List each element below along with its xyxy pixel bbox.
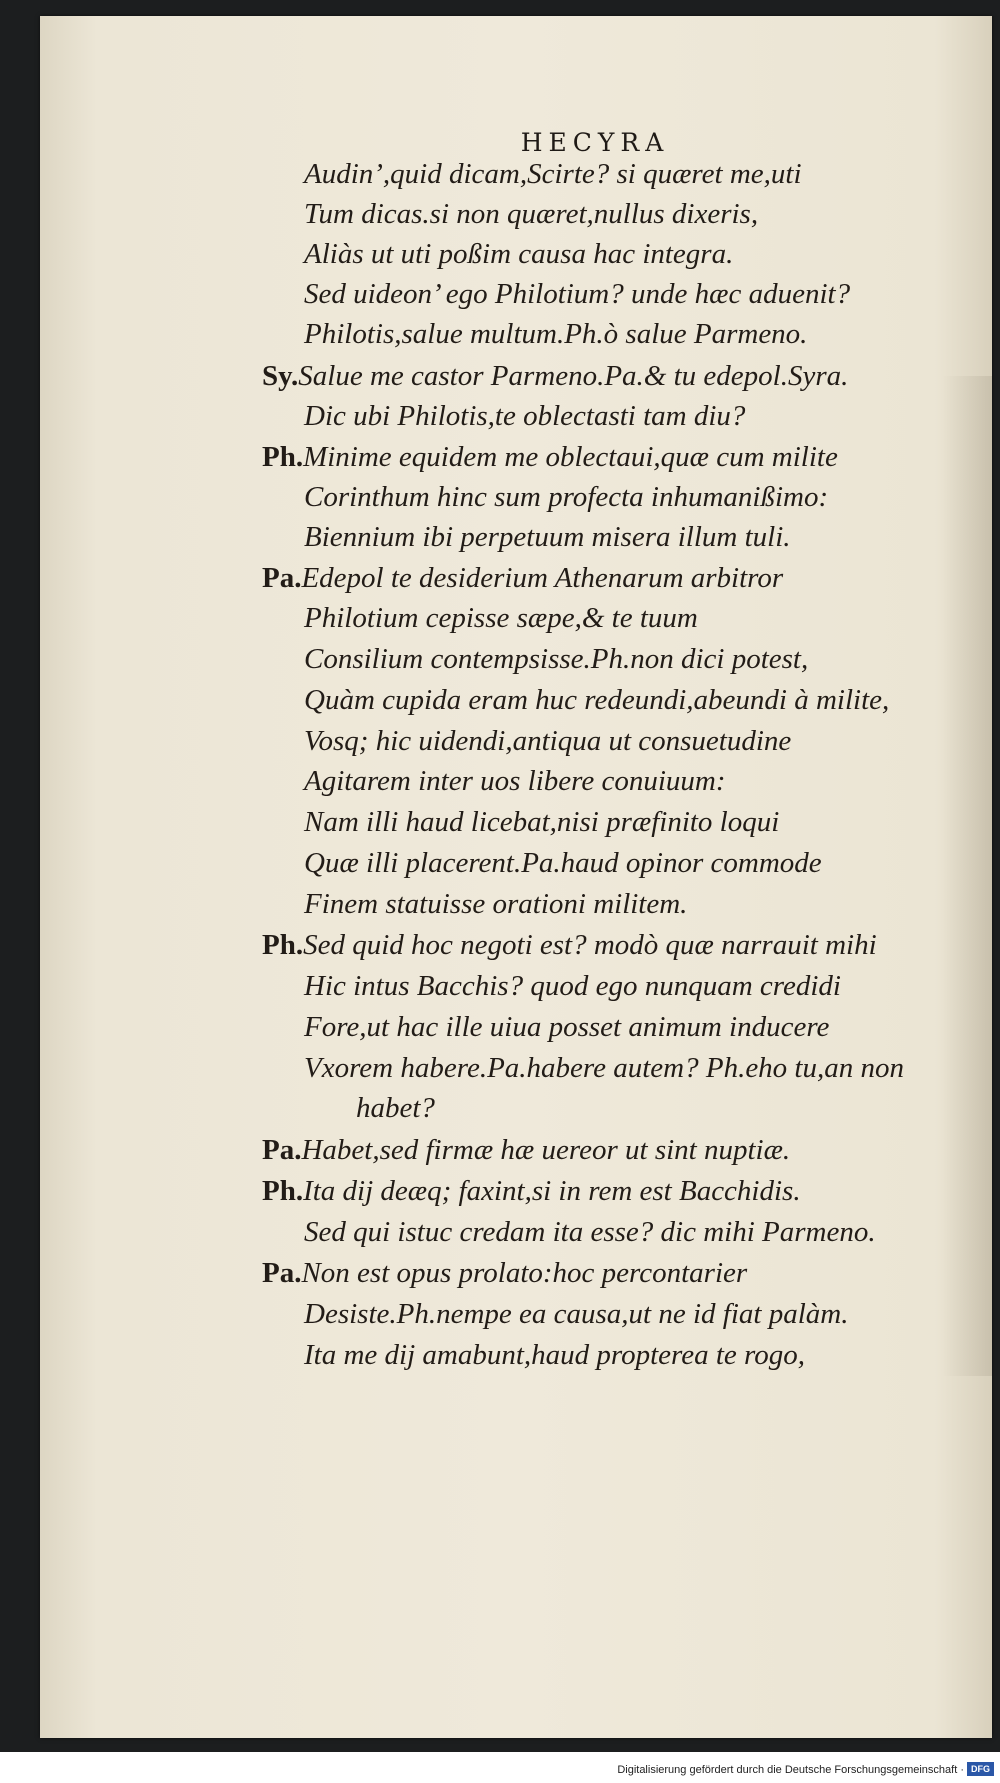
digitization-credit: Digitalisierung gefördert durch die Deutsche Forschungsgemeinschaft ·: [617, 1764, 964, 1776]
verse-line: [304, 1300, 984, 1329]
speaker-label: Sy.: [262, 360, 299, 392]
verse-line: [304, 686, 984, 715]
verse-line: [262, 1177, 942, 1206]
verse-text: Aliàs ut uti poßim causa hac integra.: [304, 238, 734, 270]
verse-line: [304, 727, 984, 756]
verse-text: Dic ubi Philotis,te oblectasti tam diu?: [304, 400, 746, 432]
verse-text: Ita me dij amabunt,haud propterea te rogo,: [304, 1339, 806, 1371]
verse-text: Agitarem inter uos libere conuiuum:: [304, 765, 726, 797]
verse-text: Tum dicas.si non quæret,nullus dixeris,: [304, 198, 759, 230]
verse-line: [304, 645, 984, 674]
verse-line: [304, 160, 984, 189]
verse-line: [304, 890, 984, 919]
verse-text: Sed qui istuc credam ita esse? dic mihi Parmeno.: [304, 1216, 876, 1248]
verse-text: Vosq; hic uidendi,antiqua ut consuetudine: [304, 725, 792, 757]
verse-text: Sed uideon’ ego Philotium? unde hæc aduenit?: [304, 278, 851, 310]
verse-line: [262, 931, 942, 960]
verse-text: Quæ illi placerent.Pa.haud opinor commode: [304, 847, 822, 879]
verse-line: [304, 849, 984, 878]
verse-text: Fore,ut hac ille uiua posset animum inducere: [304, 1011, 830, 1043]
verse-text: Desiste.Ph.nempe ea causa,ut ne id fiat palàm.: [304, 1298, 849, 1330]
verse-line: [262, 1136, 942, 1165]
verse-text: Audin’,quid dicam,Scirte? si quæret me,uti: [304, 158, 802, 190]
verse-text: Consilium contempsisse.Ph.non dici potest,: [304, 643, 809, 675]
verse-text: Finem statuisse orationi militem.: [304, 888, 688, 920]
verse-text: Minime equidem me oblectaui,quæ cum milite: [303, 441, 838, 473]
verse-line: [304, 240, 984, 269]
verse-line: [262, 1259, 942, 1288]
verse-line: [304, 280, 984, 309]
verse-text: Nam illi haud licebat,nisi præfinito loqui: [304, 806, 780, 838]
dfg-logo: DFG: [967, 1762, 994, 1776]
verse-line: [262, 443, 942, 472]
verse-text: Habet,sed firmæ hæ uereor ut sint nuptiæ.: [301, 1134, 791, 1166]
verse-text: Vxorem habere.Pa.habere autem? Ph.eho tu,an non: [304, 1052, 904, 1084]
verse-text: Sed quid hoc negoti est? modò quæ narrauit mihi: [303, 929, 877, 961]
verse-text: Quàm cupida eram huc redeundi,abeundi à milite,: [304, 684, 890, 716]
verse-text: Salue me castor Parmeno.Pa.& tu edepol.Syra.: [298, 360, 849, 392]
verse-line: [304, 972, 984, 1001]
verse-line: [262, 362, 942, 391]
verse-text: Edepol te desiderium Athenarum arbitror: [301, 562, 784, 594]
speaker-label: Ph.: [262, 441, 304, 473]
verse-line: [304, 604, 984, 633]
speaker-label: Ph.: [262, 1175, 304, 1207]
verse-line: [304, 320, 984, 349]
verse-text: habet?: [356, 1092, 435, 1124]
verse-line: [304, 1341, 984, 1370]
verse-line: [304, 767, 984, 796]
verse-text: Corinthum hinc sum profecta inhumanißimo:: [304, 481, 829, 513]
running-head: HECYRA: [520, 128, 670, 157]
verse-line: [356, 1094, 1000, 1123]
verse-text: Non est opus prolato:hoc percontarier: [301, 1257, 748, 1289]
verse-text: Ita dij deæq; faxint,si in rem est Bacchidis.: [303, 1175, 801, 1207]
verse-text: Biennium ibi perpetuum misera illum tuli.: [304, 521, 791, 553]
verse-text: Philotis,salue multum.Ph.ò salue Parmeno.: [304, 318, 808, 350]
speaker-label: Pa.: [262, 562, 302, 594]
verse-line: [304, 402, 984, 431]
verse-text: Hic intus Bacchis? quod ego nunquam credidi: [304, 970, 841, 1002]
verse-line: [304, 483, 984, 512]
verse-text: Philotium cepisse sæpe,& te tuum: [304, 602, 698, 634]
verse-line: [262, 564, 942, 593]
verse-line: [304, 523, 984, 552]
verse-line: [304, 200, 984, 229]
speaker-label: Ph.: [262, 929, 304, 961]
verse-line: [304, 1054, 984, 1083]
verse-line: [304, 1013, 984, 1042]
speaker-label: Pa.: [262, 1257, 302, 1289]
verse-line: [304, 808, 984, 837]
verse-line: [304, 1218, 984, 1247]
speaker-label: Pa.: [262, 1134, 302, 1166]
